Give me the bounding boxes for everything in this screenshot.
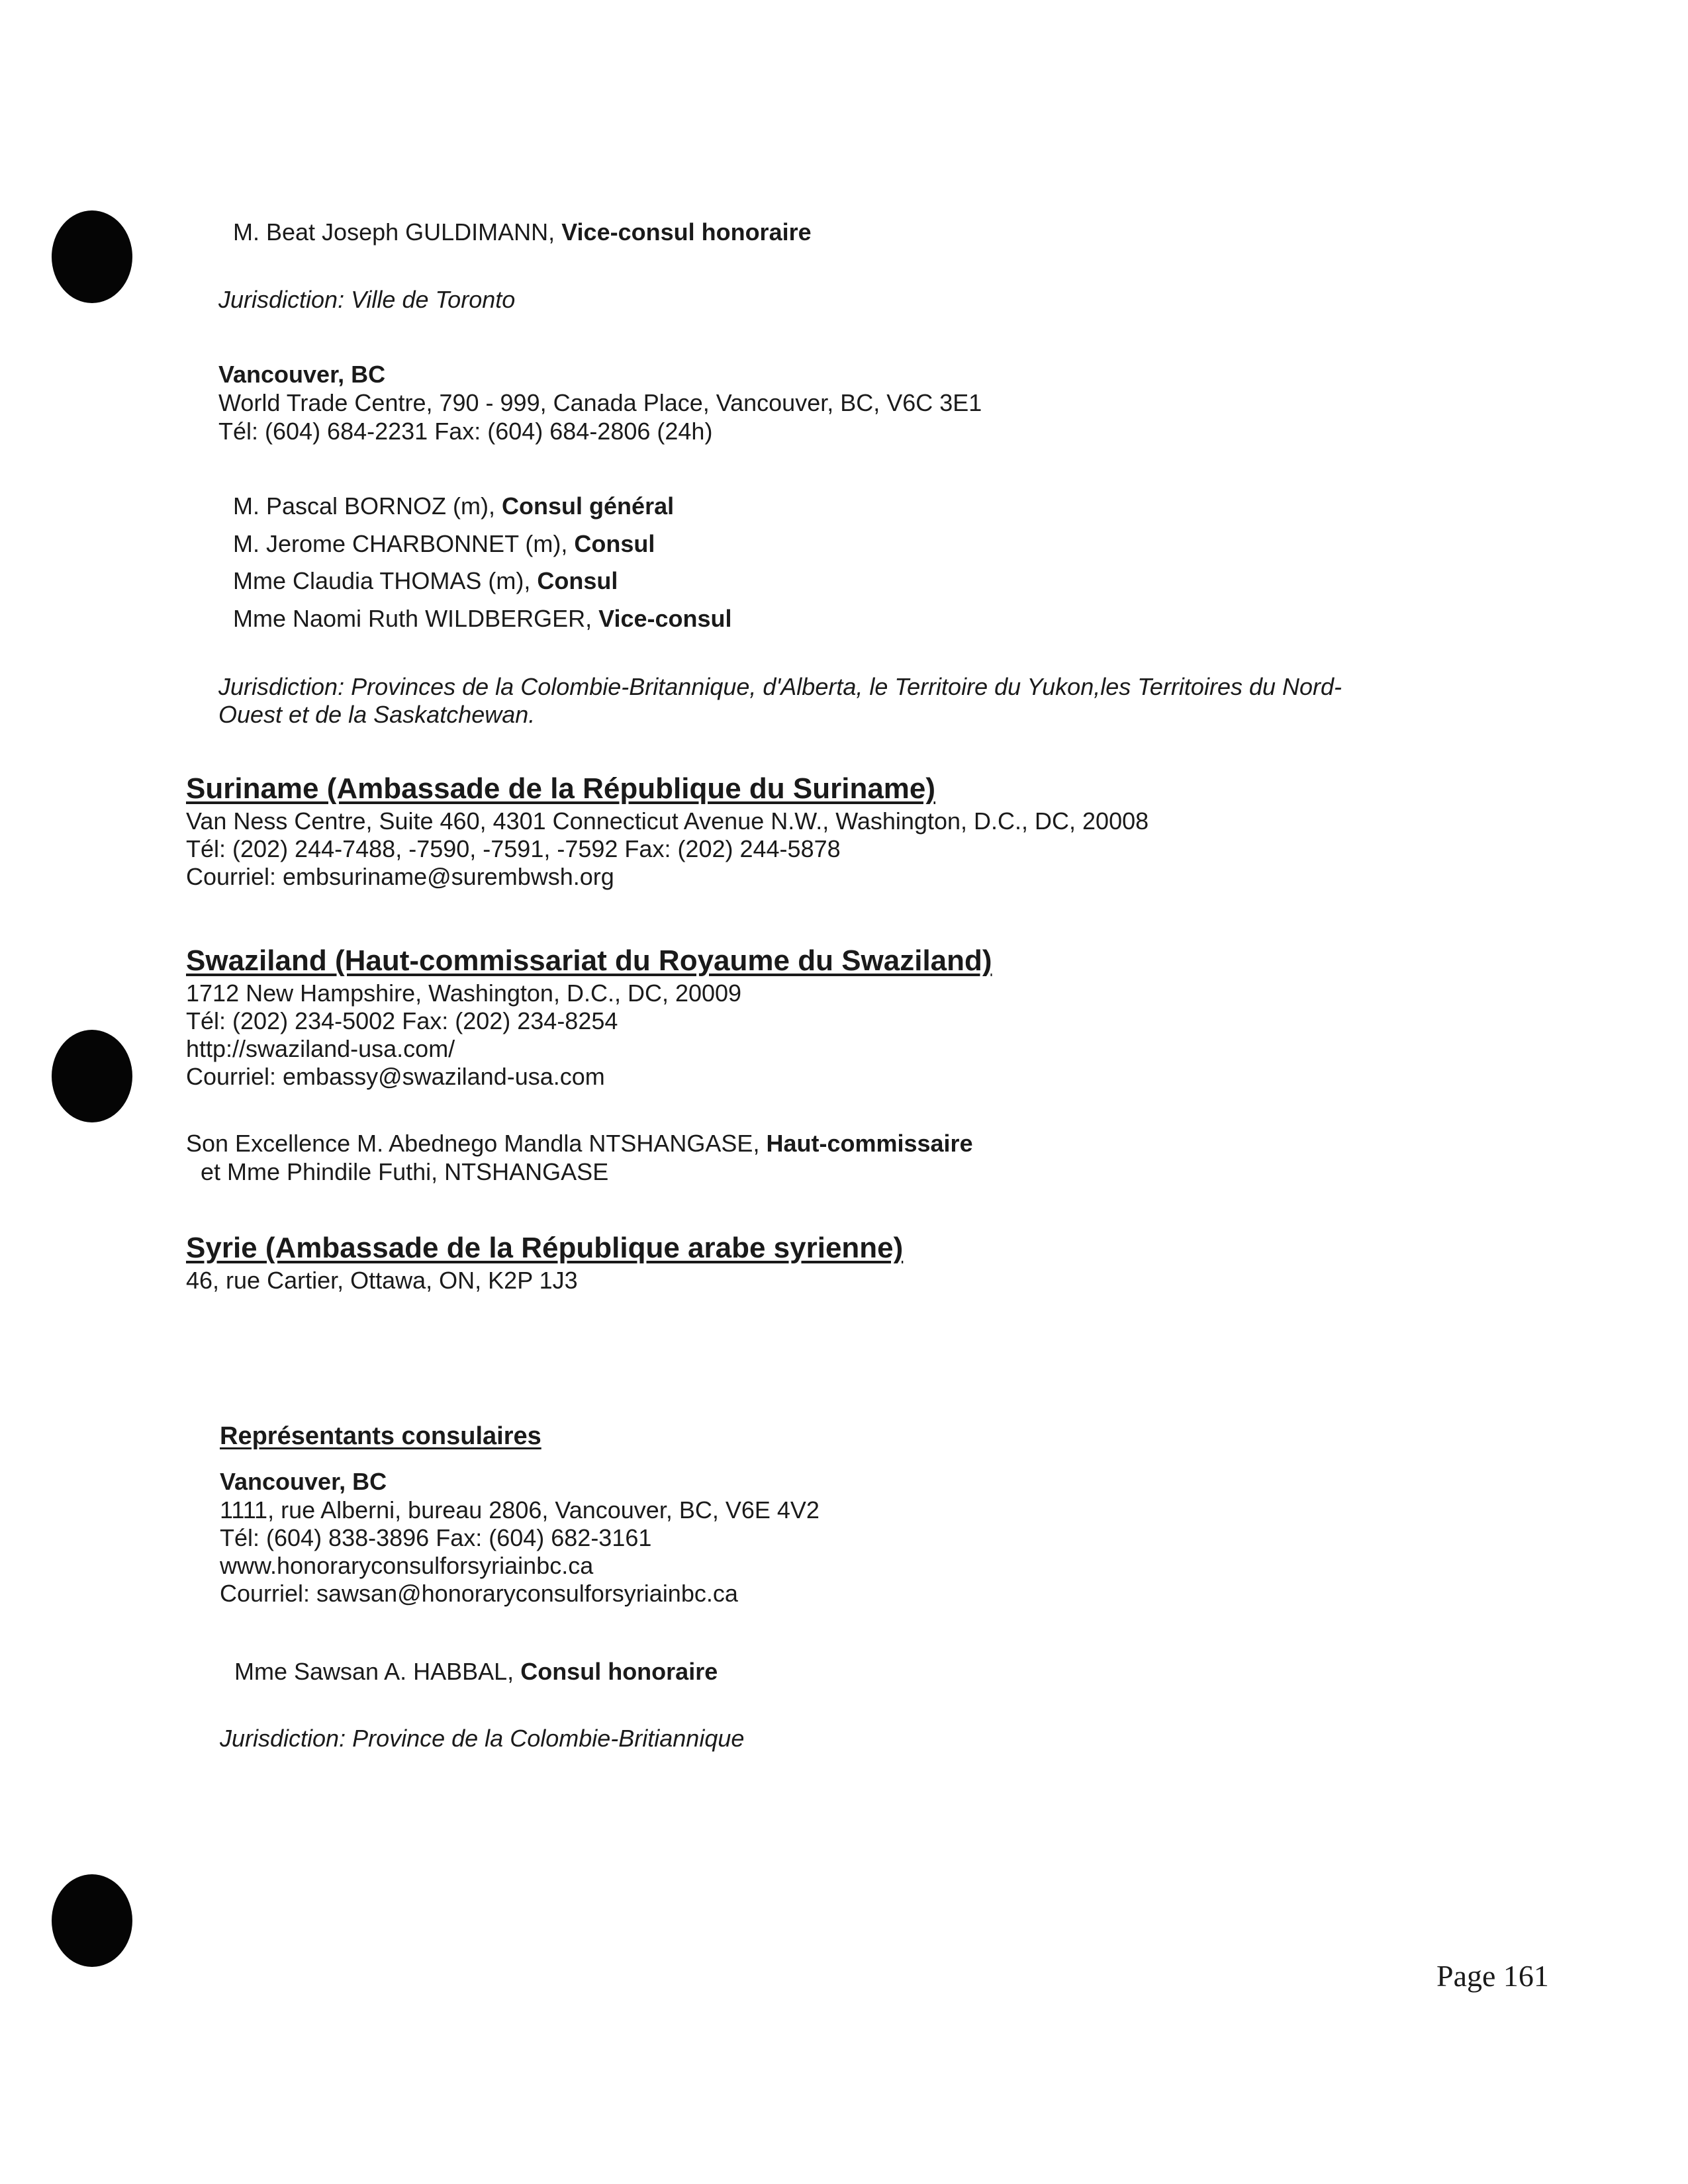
address: Van Ness Centre, Suite 460, 4301 Connecticut Avenue N.W., Washington, D.C., DC, 20008 <box>186 807 1149 835</box>
city-vancouver: Vancouver, BC <box>218 361 386 388</box>
jurisdiction-toronto: Jurisdiction: Ville de Toronto <box>218 286 516 313</box>
staff-name: Mme Sawsan A. HABBAL, <box>234 1658 514 1685</box>
country-heading-swaziland: Swaziland (Haut-commissariat du Royaume du Swaziland) <box>186 944 992 977</box>
staff-name: M. Beat Joseph GULDIMANN, <box>233 218 555 246</box>
address: 1111, rue Alberni, bureau 2806, Vancouver, BC, V6E 4V2 <box>220 1496 820 1524</box>
staff-name: M. Pascal BORNOZ (m), <box>233 492 496 520</box>
phone-fax: Tél: (604) 684-2231 Fax: (604) 684-2806 (24h) <box>218 418 713 445</box>
head-of-mission <box>186 1130 973 1158</box>
staff-name: M. Jerome CHARBONNET (m), <box>233 530 568 557</box>
staff-title: Consul honoraire <box>520 1658 718 1685</box>
binder-hole-bottom <box>52 1874 132 1967</box>
city-vancouver: Vancouver, BC <box>220 1468 387 1495</box>
address: World Trade Centre, 790 - 999, Canada Place, Vancouver, BC, V6C 3E1 <box>218 389 982 416</box>
jurisdiction-bc: Jurisdiction: Province de la Colombie-Britiannique <box>220 1725 745 1752</box>
email: Courriel: embassy@swaziland-usa.com <box>186 1063 605 1090</box>
staff-title: Consul <box>537 567 618 594</box>
staff-title: Haut-commissaire <box>766 1130 973 1157</box>
staff-thomas <box>233 567 618 595</box>
staff-title: Consul <box>574 530 655 557</box>
spouse: et Mme Phindile Futhi, NTSHANGASE <box>201 1158 609 1185</box>
address: 46, rue Cartier, Ottawa, ON, K2P 1J3 <box>186 1267 578 1294</box>
staff-title: Vice-consul honoraire <box>561 218 812 246</box>
consular-representatives-heading: Représentants consulaires <box>220 1422 541 1450</box>
jurisdiction-bc-line2: Ouest et de la Saskatchewan. <box>218 701 536 728</box>
staff-name: Son Excellence M. Abednego Mandla NTSHANGASE, <box>186 1130 760 1157</box>
jurisdiction-bc-line1: Jurisdiction: Provinces de la Colombie-Britannique, d'Alberta, le Territoire du Yukon,les Territoires du Nord- <box>218 673 1342 700</box>
country-heading-suriname: Suriname (Ambassade de la République du Suriname) <box>186 772 936 805</box>
staff-name: Mme Claudia THOMAS (m), <box>233 567 531 594</box>
phone-fax: Tél: (202) 234-5002 Fax: (202) 234-8254 <box>186 1007 618 1034</box>
staff-wildberger <box>233 605 732 633</box>
staff-bornoz <box>233 492 674 520</box>
staff-name: Mme Naomi Ruth WILDBERGER, <box>233 605 592 632</box>
address: 1712 New Hampshire, Washington, D.C., DC, 20009 <box>186 979 742 1007</box>
staff-title: Vice-consul <box>598 605 732 632</box>
phone-fax: Tél: (202) 244-7488, -7590, -7591, -7592 Fax: (202) 244-5878 <box>186 835 841 862</box>
staff-habbal <box>234 1658 718 1686</box>
email: Courriel: embsuriname@surembwsh.org <box>186 863 614 890</box>
country-heading-syrie: Syrie (Ambassade de la République arabe syrienne) <box>186 1232 904 1264</box>
page-number: Page 161 <box>1436 1959 1549 1993</box>
binder-hole-top <box>52 210 132 303</box>
staff-charbonnet <box>233 530 655 558</box>
binder-hole-middle <box>52 1030 132 1122</box>
staff-title: Consul général <box>502 492 675 520</box>
website: www.honoraryconsulforsyriainbc.ca <box>220 1552 594 1579</box>
staff-guldimann <box>233 218 812 246</box>
email: Courriel: sawsan@honoraryconsulforsyriainbc.ca <box>220 1580 738 1607</box>
phone-fax: Tél: (604) 838-3896 Fax: (604) 682-3161 <box>220 1524 652 1551</box>
website: http://swaziland-usa.com/ <box>186 1035 455 1062</box>
